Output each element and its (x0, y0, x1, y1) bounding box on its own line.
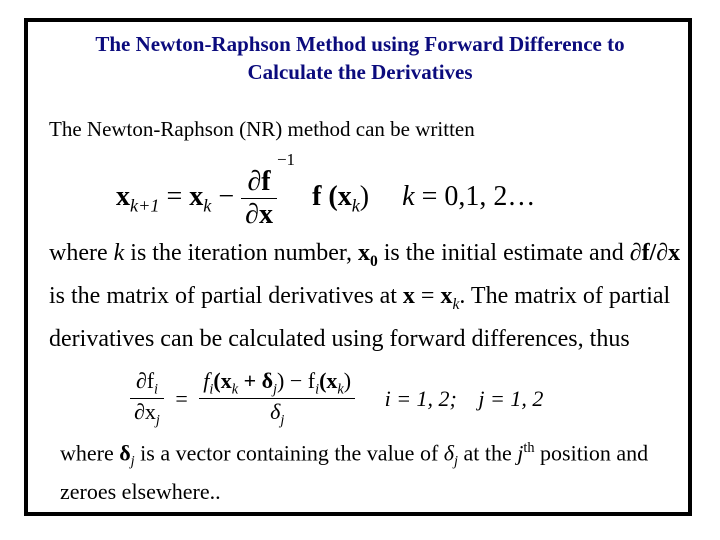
eq1-x-sub: k (203, 195, 212, 216)
p2-th: th (523, 440, 535, 456)
eq2-lhs-num-sub: i (154, 381, 159, 398)
p1-dfdx: ∂f/∂x (629, 240, 681, 266)
p1-x0-sub: 0 (369, 252, 378, 270)
forward-difference-equation (130, 368, 553, 430)
p2-text-2: is a vector containing the value of (134, 440, 444, 466)
eq1-k-label: k (402, 180, 415, 212)
eq2-equals: = (175, 385, 188, 411)
eq2-plus-delta: + δ (238, 368, 274, 393)
p1-text-2: is the iteration number, (124, 240, 358, 266)
eq2-i-range: i = 1, 2; (384, 385, 457, 411)
p2-dj-sub: j (454, 453, 458, 470)
p2-delta-sub: j (130, 453, 135, 470)
eq1-lhs-sub: k+1 (130, 195, 160, 216)
p1-text-3: is the initial estimate and (377, 240, 630, 266)
eq2-den-sub: j (280, 412, 285, 429)
eq2-f2-sub: i (315, 381, 320, 398)
title-line-2: Calculate the Derivatives (247, 60, 473, 84)
p2-j: j (517, 440, 524, 466)
eq2-delta-sub: j (273, 381, 278, 398)
eq1-lhs: x (116, 180, 130, 212)
paragraph-2 (60, 433, 700, 507)
title-line-1: The Newton-Raphson Method using Forward Difference to (95, 32, 625, 56)
eq2-f-sub: i (209, 381, 214, 398)
eq1-fx-close: ) (359, 180, 370, 212)
p2-text-1: where (60, 440, 120, 466)
paragraph-1 (49, 236, 689, 356)
eq1-k-values: = 0,1, 2… (421, 180, 536, 212)
eq1-minus: − (218, 180, 235, 212)
nr-equation (116, 150, 535, 231)
intro-text: The Newton-Raphson (NR) method can be written (49, 117, 475, 141)
eq2-xk2-sub: k (337, 381, 344, 398)
eq2-lhs-num: ∂f (135, 368, 155, 393)
eq2-xk2: (x (319, 368, 338, 393)
eq2-j-range: j = 1, 2 (478, 385, 544, 411)
eq1-x: x (189, 180, 204, 212)
p2-delta: δ (119, 440, 131, 466)
p1-text-4: is the matrix of partial derivatives at (49, 282, 403, 309)
p1-x0: x (357, 240, 370, 266)
p1-text-5: = (414, 282, 441, 309)
p1-x: x (402, 282, 415, 309)
p1-xk: x (440, 282, 453, 309)
eq2-close: ) (343, 368, 352, 393)
eq1-equals: = (166, 180, 183, 212)
eq2-minus-f: ) − f (277, 368, 316, 393)
slide-title (0, 30, 720, 86)
eq1-fx: f (x (312, 180, 352, 212)
eq1-power: −1 (276, 150, 296, 169)
eq2-rhs-fraction (199, 368, 355, 430)
eq2-f: f (203, 368, 210, 393)
eq2-xk: (x (213, 368, 232, 393)
eq2-den: δ (270, 399, 281, 425)
eq1-num: ∂f (247, 166, 271, 198)
p2-dj: δ (443, 440, 455, 466)
p2-text-4: position and zeroes elsewhere.. (60, 440, 649, 504)
eq1-den: ∂x (245, 199, 273, 231)
eq2-lhs-den-sub: j (155, 412, 160, 429)
eq1-fx-sub: k (351, 195, 360, 216)
p1-xk-sub: k (452, 295, 460, 313)
p1-text-1: where (49, 240, 114, 266)
eq2-xk-sub: k (231, 381, 239, 398)
p1-text-6: . The matrix of partial derivatives can be calculated using forward differences, thus (49, 282, 671, 352)
eq2-lhs-den: ∂x (134, 399, 156, 425)
p1-k: k (113, 240, 125, 266)
eq1-jacobian-fraction (241, 166, 277, 231)
p2-text-3: at the (458, 440, 518, 466)
eq2-lhs-fraction (130, 368, 164, 430)
